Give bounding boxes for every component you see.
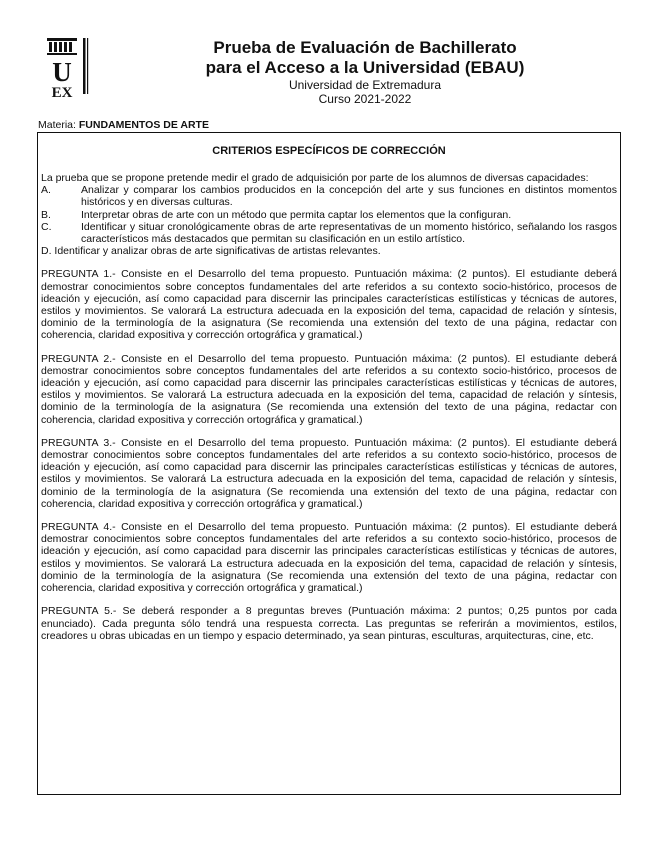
logo-letters-ex: EX: [51, 85, 73, 100]
capacity-text: Analizar y comparar los cambios producidos en la concepción del arte y sus funciones en distintos momentos históricos y en diversas culturas.: [81, 184, 617, 209]
capacity-item: [41, 245, 617, 257]
capacity-item: [41, 184, 617, 208]
question-3-criteria: PREGUNTA 3.- Consiste en el Desarrollo del tema propuesto. Puntuación máxima: (2 puntos). El estudiante deberá demostrar conocimientos sobre conceptos fundamentales del arte referidos a su contexto socio-histórico, procesos de ideación y ejecución, así como capacidad para discernir las principales características estilísticas y técnicas de autores, estilos y movimientos. Se valorará La estructura adecuada en la exposición del tema, capacidad de relación y síntesis, dominio de la terminología de la asignatura (Se recomienda una extensión del texto de una página, redactar con coherencia, claridad expositiva y corrección ortográfica y gramatical.): [41, 436, 617, 510]
subject-line: [38, 119, 209, 131]
capacity-letter: A.: [41, 184, 51, 197]
header-title-line2: para el Acceso a la Universidad (EBAU): [205, 58, 525, 77]
capacity-item: [41, 221, 617, 245]
criteria-intro: La prueba que se propone pretende medir el grado de adquisición por parte de los alumnos de diversas capacidades:: [41, 172, 589, 184]
question-5-criteria: PREGUNTA 5.- Se deberá responder a 8 preguntas breves (Puntuación máxima: 2 puntos; 0,25 puntos por cada enunciado). Cada pregunta sólo tendrá una respuesta correcta. Las preguntas se referirán a movimientos, estilos, creadores u obras ubicadas en un tiempo y espacio determinado, ya sean pinturas, esculturas, arquitecturas, cine, etc.: [41, 605, 617, 642]
capacity-letter: D.: [41, 245, 52, 258]
subject-label: Materia:: [38, 119, 76, 131]
header-university: Universidad de Extremadura: [288, 78, 442, 92]
capacity-text: Identificar y situar cronológicamente obras de arte representativas de un momento histórico, señalando los rasgos característicos más destacados que permitan su clasificación en un estilo artístico.: [81, 220, 617, 246]
question-1-criteria: PREGUNTA 1.- Consiste en el Desarrollo del tema propuesto. Puntuación máxima: (2 puntos). El estudiante deberá demostrar conocimientos sobre conceptos fundamentales del arte referidos a su contexto socio-histórico, procesos de ideación y ejecución, así como capacidad para discernir las principales características estilísticas y técnicas de autores, estilos y movimientos. Se valorará La estructura adecuada en la exposición del tema, capacidad de relación y síntesis, dominio de la terminología de la asignatura (Se recomienda una extensión del texto de una página, redactar con coherencia, claridad expositiva y corrección ortográfica y gramatical.): [41, 268, 617, 342]
criteria-content: [41, 172, 617, 642]
capacities-list: [41, 184, 617, 257]
criteria-title: CRITERIOS ESPECÍFICOS DE CORRECCIÓN: [212, 145, 446, 157]
question-4-criteria: PREGUNTA 4.- Consiste en el Desarrollo del tema propuesto. Puntuación máxima: (2 puntos). El estudiante deberá demostrar conocimientos sobre conceptos fundamentales del arte referidos a su contexto socio-histórico, procesos de ideación y ejecución, así como capacidad para discernir las principales características estilísticas y técnicas de autores, estilos y movimientos. Se valorará La estructura adecuada en la exposición del tema, capacidad de relación y síntesis, dominio de la terminología de la asignatura (Se recomienda una extensión del texto de una página, redactar con coherencia, claridad expositiva y corrección ortográfica y gramatical.): [41, 521, 617, 595]
capacity-item: [41, 209, 617, 221]
capacity-letter: B.: [41, 208, 51, 221]
uex-logo-icon: [42, 36, 92, 100]
question-2-criteria: PREGUNTA 2.- Consiste en el Desarrollo del tema propuesto. Puntuación máxima: (2 puntos). El estudiante deberá demostrar conocimientos sobre conceptos fundamentales del arte referidos a su contexto socio-histórico, procesos de ideación y ejecución, así como capacidad para discernir las principales características estilísticas y técnicas de autores, estilos y movimientos. Se valorará La estructura adecuada en la exposición del tema, capacidad de relación y síntesis, dominio de la terminología de la asignatura (Se recomienda una extensión del texto de una página, redactar con coherencia, claridad expositiva y corrección ortográfica y gramatical.): [41, 352, 617, 426]
document-header: [120, 38, 610, 106]
subject-value: FUNDAMENTOS DE ARTE: [78, 119, 209, 131]
capacity-text: Interpretar obras de arte con un método que permita captar los elementos que la configuran.: [81, 208, 512, 221]
capacity-text: Identificar y analizar obras de arte significativas de artistas relevantes.: [54, 245, 381, 258]
header-course: Curso 2021-2022: [318, 92, 412, 106]
header-title-line1: Prueba de Evaluación de Bachillerato: [213, 38, 517, 57]
logo-letter-u: U: [52, 57, 72, 87]
university-logo: [42, 36, 92, 100]
capacity-letter: C.: [41, 220, 52, 233]
